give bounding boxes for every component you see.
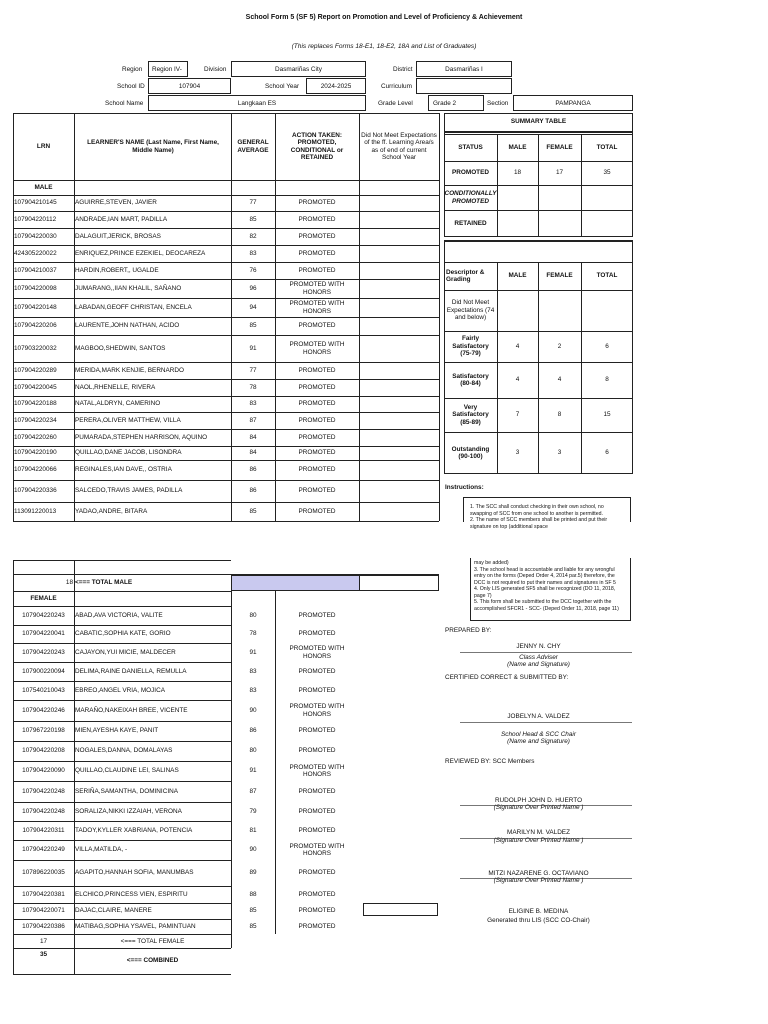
cochair-note: Generated thru LIS (SCC CO-Chair)	[487, 917, 590, 924]
grading-total	[581, 290, 633, 331]
district-value: Dasmariñas I	[445, 66, 483, 73]
grading-descriptor: Satisfactory (80-84)	[452, 372, 489, 387]
summary-total	[581, 210, 633, 237]
cell-action: PROMOTED	[298, 232, 336, 240]
cell-action: PROMOTED	[298, 826, 336, 834]
combined-count: 35	[39, 951, 48, 959]
school-year-field	[306, 78, 366, 94]
cell-lrn: 107904220243	[22, 611, 65, 619]
cell-name: MIEN,AYESHA KAYE, PANIT	[75, 727, 159, 735]
member1-name: RUDOLPH JOHN D. HUERTO	[494, 797, 583, 804]
cell-action: PROMOTED WITH HONORS	[289, 842, 345, 857]
cell-avg: 85	[249, 322, 257, 330]
cell-avg: 86	[249, 466, 257, 474]
cell-avg: 90	[249, 706, 257, 714]
grading-female: 2	[557, 342, 562, 350]
cell-lrn: 107904220289	[14, 366, 57, 374]
cell-lrn: 107904220246	[22, 706, 65, 714]
cell-lrn: 107904220188	[14, 400, 57, 408]
member3-name: MITZI NAZARENE G. OCTAVIANO	[488, 870, 589, 877]
cell-avg: 85	[249, 907, 257, 915]
cell-avg: 94	[249, 303, 257, 311]
summary-col-male: MALE	[508, 143, 527, 151]
cell-avg: 85	[249, 507, 257, 515]
cochair-name: ELIGINE B. MEDINA	[508, 908, 569, 915]
school-name-field	[148, 95, 366, 111]
cell-name: MATIBAG,SOPHIA YSAVEL, PAMINTUAN	[75, 922, 196, 930]
grading-female: 4	[557, 376, 562, 384]
cell-avg: 79	[249, 807, 257, 815]
cell-name: SALCEDO,TRAVIS JAMES, PADILLA	[75, 487, 183, 495]
cell-name: JUMARANG,,IIAN KHALIL, SAÑANO	[75, 284, 182, 292]
grading-female: 3	[557, 449, 562, 457]
cell-lrn: 107903220032	[14, 344, 57, 352]
cell-avg: 78	[249, 383, 257, 391]
cell-name: HARDIN,ROBERT,, UGALDE	[75, 266, 159, 274]
total-male-count: 18	[65, 579, 73, 587]
school-id-field	[148, 78, 231, 94]
member2-name: MARILYN M. VALDEZ	[507, 829, 570, 836]
summary-col-status: STATUS	[458, 143, 483, 151]
cell-name: ELCHICO,PRINCESS VIEN, ESPIRITU	[75, 890, 188, 898]
total-male-dnme-cell	[359, 575, 439, 591]
cell-name: DALAGUIT,JERICK, BROSAS	[75, 232, 161, 240]
cell-lrn: 107904220030	[14, 232, 57, 240]
cell-avg: 91	[249, 344, 257, 352]
cell-lrn: 107904220249	[22, 846, 65, 854]
instructions-box-top	[463, 497, 631, 530]
cell-avg: 80	[249, 611, 257, 619]
cell-action: PROMOTED	[298, 266, 336, 274]
region-label: Region	[122, 66, 143, 73]
grading-col-male: MALE	[508, 272, 527, 280]
grading-descriptor: Fairly Satisfactory (75-79)	[452, 335, 489, 358]
grading-descriptor: Did Not Meet Expectations (74 and below)	[446, 299, 495, 322]
curriculum-label: Curriculum	[381, 83, 412, 90]
summary-status: RETAINED	[454, 219, 487, 227]
school-name-value: Langkaan ES	[237, 100, 277, 107]
cell-action: PROMOTED	[298, 487, 336, 495]
cell-name: REGINALES,IAN DAVE,, OSTRIA	[75, 466, 172, 474]
district-field	[416, 61, 512, 77]
cell-avg: 91	[249, 767, 257, 775]
summary-male	[497, 210, 538, 237]
cell-avg: 83	[249, 686, 257, 694]
cell-name: LAURENTE,JOHN NATHAN, ACIDO	[75, 322, 180, 330]
cell-avg: 88	[249, 890, 257, 898]
cell-action: PROMOTED	[298, 922, 336, 930]
cell-name: AGUIRRE,STEVEN, JAVIER	[75, 199, 157, 207]
cell-lrn: 107904220090	[22, 767, 65, 775]
reviewed-label: REVIEWED BY: SCC Members	[445, 758, 535, 765]
cell-lrn: 107904220098	[14, 284, 57, 292]
summary-title: SUMMARY TABLE	[510, 118, 567, 126]
section-field	[513, 95, 633, 111]
combined-label: <=== COMBINED	[126, 957, 179, 965]
cell-avg: 90	[249, 846, 257, 854]
member1-note: (Signature Over Printed Name )	[493, 804, 584, 811]
region-field	[148, 61, 188, 77]
form-title: School Form 5 (SF 5) Report on Promotion and Level of Proficiency & Achievement	[245, 14, 523, 21]
cell-name: SORALIZA,NIKKI IZZAIAH, VERONA	[75, 807, 182, 815]
cell-lrn: 107904220206	[14, 322, 57, 330]
cell-action: PROMOTED	[298, 787, 336, 795]
cell-name: TADOY,KYLLER XABRIANA, POTENCIA	[75, 826, 193, 834]
cell-lrn: 107904210037	[14, 266, 57, 274]
cell-lrn: 107904220381	[22, 890, 65, 898]
form-subtitle: (This replaces Forms 18-E1, 18-E2, 18A and List of Graduates)	[291, 43, 477, 50]
cell-action: PROMOTED	[298, 416, 336, 424]
cell-name: YADAO,ANDRE, BITARA	[75, 507, 148, 515]
col-header-average: GENERAL AVERAGE	[237, 139, 269, 154]
cell-avg: 89	[249, 869, 257, 877]
grading-female: 8	[557, 411, 562, 419]
cell-action: PROMOTED	[298, 466, 336, 474]
cell-name: QUILLAO,CLAUDINE LEI, SALINAS	[75, 767, 179, 775]
cell-action: PROMOTED	[298, 869, 336, 877]
cell-name: NATAL,ALDRYN, CAMERINO	[75, 400, 161, 408]
cell-lrn: 107904220234	[14, 416, 57, 424]
grading-col-female: FEMALE	[546, 272, 573, 280]
cell-avg: 82	[249, 232, 257, 240]
cell-action: PROMOTED	[298, 907, 336, 915]
cell-name: PUMARADA,STEPHEN HARRISON, AQUINO	[75, 433, 208, 441]
cell-name: MERIDA,MARK KENJIE, BERNARDO	[75, 366, 185, 374]
cell-action: PROMOTED	[298, 400, 336, 408]
cell-action: PROMOTED WITH HONORS	[289, 300, 345, 315]
cell-avg: 85	[249, 922, 257, 930]
female-section-label: FEMALE	[30, 594, 57, 602]
cell-avg: 91	[249, 648, 257, 656]
summary-total	[581, 185, 633, 210]
cell-name: ENRIQUEZ,PRINCE EZEKIEL, DEOCAREZA	[75, 249, 206, 257]
cell-avg: 83	[249, 400, 257, 408]
total-male-label: <=== TOTAL MALE	[75, 579, 133, 587]
cell-lrn: 107900220094	[22, 667, 65, 675]
summary-female: 17	[555, 169, 564, 177]
adviser-name: JENNY N. CHY	[516, 643, 561, 650]
curriculum-field	[416, 78, 512, 94]
col-header-dnme: Did Not Meet Expectations of the ff. Learning Area/s as of end of current School Year	[361, 131, 437, 161]
cell-action: PROMOTED	[298, 507, 336, 515]
cell-avg: 83	[249, 667, 257, 675]
cell-avg: 77	[249, 199, 257, 207]
cell-action: PROMOTED WITH HONORS	[289, 763, 345, 778]
grade-level-value: Grade 2	[433, 100, 457, 107]
cell-action: PROMOTED WITH HONORS	[289, 645, 345, 660]
cell-avg: 81	[249, 826, 257, 834]
instructions-text-bottom: may be added) 3. The school head is accountable and liable for any wrongful entry on the forms (Deped Order 4, 2014 par.5) therefore, the DCC is not required to put their names and signatures in SF 5 4. Only LIS generated SF5 shall be recognized (DO 11, 2018, page 7) 5. This form shall be submitted to the DCC together with the accomplished SFCR1 - SCC- (Deped Order 11, 2018, page 11)	[474, 560, 619, 612]
cell-avg: 87	[249, 787, 257, 795]
summary-female	[538, 185, 581, 210]
cell-avg: 84	[249, 449, 257, 457]
cell-name: PERERA,OLIVER MATTHEW, VILLA	[75, 416, 181, 424]
cell-name: MAGBOO,SHEDWIN, SANTOS	[75, 344, 166, 352]
instructions-label: Instructions:	[445, 484, 484, 491]
grading-total: 8	[605, 376, 609, 384]
school-id-value: 107904	[178, 83, 201, 90]
cell-name: EBREO,ANGEL VRIA, MOJICA	[75, 686, 165, 694]
cell-action: PROMOTED	[298, 383, 336, 391]
grading-total: 15	[603, 411, 611, 419]
summary-col-total: TOTAL	[596, 143, 618, 151]
cell-name: QUILLAO,DANE JACOB, LISONDRA	[75, 449, 182, 457]
cell-name: ANDRADE,IAN MART, PADILLA	[75, 215, 168, 223]
member3-note: (Signature Over Printed Name )	[493, 877, 584, 884]
grading-col-descriptor: Descriptor & Grading	[446, 268, 485, 283]
summary-total: 35	[603, 169, 611, 177]
cell-lrn: 107967220198	[22, 727, 65, 735]
district-label: District	[393, 66, 413, 73]
cell-lrn: 107904210145	[14, 199, 57, 207]
cell-action: PROMOTED WITH HONORS	[289, 703, 345, 718]
summary-male: 18	[513, 169, 522, 177]
cell-name: VILLA,MATILDA, -	[75, 846, 128, 854]
cell-avg: 87	[249, 416, 257, 424]
member2-note: (Signature Over Printed Name )	[493, 837, 584, 844]
cell-lrn: 107904220248	[22, 787, 65, 795]
school-year-value: 2024-2025	[320, 83, 352, 90]
cell-name: LABADAN,GEOFF CHRISTAN, ENCELA	[75, 303, 192, 311]
cell-action: PROMOTED WITH HONORS	[289, 341, 345, 356]
section-label: Section	[487, 100, 509, 107]
total-female-label: <=== TOTAL FEMALE	[120, 937, 185, 945]
summary-male	[497, 185, 538, 210]
head-name: JOBELYN A. VALDEZ	[507, 713, 570, 720]
cell-lrn: 424305220022	[14, 249, 57, 257]
certified-label: CERTIFIED CORRECT & SUBMITTED BY:	[445, 674, 569, 681]
cell-avg: 80	[249, 747, 257, 755]
grading-male: 4	[515, 376, 520, 384]
cell-avg: 86	[249, 727, 257, 735]
column-divider	[275, 591, 276, 934]
cell-lrn: 107540210043	[22, 686, 65, 694]
grading-total: 6	[605, 449, 609, 457]
summary-female	[538, 210, 581, 237]
school-name-label: School Name	[105, 100, 144, 107]
adviser-sig-note: (Name and Signature)	[507, 661, 570, 668]
cell-action: PROMOTED	[298, 449, 336, 457]
instructions-box-bottom	[470, 558, 631, 621]
grading-col-total: TOTAL	[596, 272, 618, 280]
cell-avg: 96	[249, 284, 257, 292]
male-section-label: MALE	[34, 183, 53, 191]
cell-action: PROMOTED WITH HONORS	[289, 281, 345, 296]
cell-action: PROMOTED	[298, 249, 336, 257]
grading-total: 6	[605, 342, 609, 350]
cell-lrn: 107904220112	[14, 215, 57, 223]
cell-action: PROMOTED	[298, 215, 336, 223]
grading-descriptor: Very Satisfactory (85-89)	[452, 403, 489, 426]
grade-level-field	[428, 95, 484, 111]
cell-action: PROMOTED	[298, 630, 336, 638]
cell-lrn: 107904220248	[22, 807, 65, 815]
cell-action: PROMOTED	[298, 890, 336, 898]
cell-lrn: 107904220071	[22, 907, 65, 915]
cell-action: PROMOTED	[298, 667, 336, 675]
region-value: Region IV-	[152, 66, 182, 73]
prepared-by-label: PREPARED BY:	[445, 627, 492, 634]
cell-name: DAJAC,CLAIRE, MANERE	[75, 907, 152, 915]
grading-male	[497, 290, 538, 331]
total-male-shade	[231, 575, 360, 591]
grade-level-label: Grade Level	[378, 100, 413, 107]
cell-lrn: 107904220260	[14, 433, 57, 441]
cell-action: PROMOTED	[298, 366, 336, 374]
grading-male: 7	[515, 411, 520, 419]
cell-lrn: 107904220066	[14, 466, 57, 474]
empty-cell	[363, 903, 438, 916]
grading-descriptor: Outstanding (90-100)	[451, 445, 490, 460]
cell-name: AGAPITO,HANNAH SOFIA, MANUMBAS	[75, 869, 194, 877]
cell-lrn: 107904220148	[14, 303, 57, 311]
cell-name: SERIÑA,SAMANTHA, DOMINICINA	[75, 787, 178, 795]
division-field	[231, 61, 366, 77]
cell-avg: 77	[249, 366, 257, 374]
division-value: Dasmariñas City	[275, 66, 322, 73]
division-label: Division	[204, 66, 227, 73]
cell-lrn: 107904220190	[14, 449, 57, 457]
grading-male: 3	[515, 449, 520, 457]
school-year-label: School Year	[265, 83, 300, 90]
cell-action: PROMOTED	[298, 807, 336, 815]
cell-avg: 86	[249, 487, 257, 495]
cell-avg: 78	[249, 630, 257, 638]
cell-lrn: 107896220035	[22, 869, 65, 877]
grading-male: 4	[515, 342, 520, 350]
col-header-action: ACTION TAKEN: PROMOTED, CONDITIONAL or RETAINED	[290, 131, 344, 161]
cell-lrn: 107904220386	[22, 922, 65, 930]
cell-lrn: 107904220208	[22, 747, 65, 755]
instructions-text-top: 1. The SCC shall conduct checking in their own school, no swapping of SCC from one school to another is permitted. 2. The name of SCC members shall be printed and put their signature on top (additional space	[470, 504, 608, 530]
cell-name: NAOL,RHENELLE, RIVERA	[75, 383, 156, 391]
cell-lrn: 113091220013	[14, 507, 57, 515]
cell-name: DELIMA,RAINE DANIELLA, REMULLA	[75, 667, 187, 675]
cell-lrn: 107904220041	[22, 630, 65, 638]
cell-action: PROMOTED	[298, 686, 336, 694]
cell-lrn: 107904220045	[14, 383, 57, 391]
head-sig-note: (Name and Signature)	[507, 738, 570, 745]
cell-name: ABAD,AVA VICTORIA, VALITE	[75, 611, 163, 619]
adviser-role: Class Adviser	[519, 654, 558, 661]
cell-action: PROMOTED	[298, 611, 336, 619]
summary-status: PROMOTED	[452, 169, 489, 177]
cell-name: CAJAYON,YUI MICIE, MALDECER	[75, 648, 176, 656]
cell-action: PROMOTED	[298, 747, 336, 755]
cell-lrn: 107904220243	[22, 648, 65, 656]
section-value: PAMPANGA	[555, 100, 591, 107]
cell-action: PROMOTED	[298, 322, 336, 330]
summary-status: CONDITIONALLY PROMOTED	[444, 190, 497, 205]
cell-name: CABATIC,SOPHIA KATE, GORIO	[75, 630, 171, 638]
school-id-label: School ID	[117, 83, 145, 90]
cell-lrn: 107904220311	[22, 826, 65, 834]
grading-female	[538, 290, 581, 331]
head-role: School Head & SCC Chair	[501, 731, 576, 738]
cell-avg: 83	[249, 249, 257, 257]
cell-action: PROMOTED	[298, 727, 336, 735]
cell-avg: 84	[249, 433, 257, 441]
cell-action: PROMOTED	[298, 433, 336, 441]
cell-name: MARAÑO,NAKEIXAH BREE, VICENTE	[75, 706, 188, 714]
total-female-count: 17	[39, 937, 48, 945]
cell-name: NOGALES,DANNA, DOMALAYAS	[75, 747, 173, 755]
col-header-name: LEARNER'S NAME (Last Name, First Name, Middle Name)	[87, 139, 219, 154]
cell-avg: 85	[249, 215, 257, 223]
cell-action: PROMOTED	[298, 199, 336, 207]
cell-lrn: 107904220336	[14, 487, 57, 495]
col-header-lrn: LRN	[36, 142, 51, 150]
row-divider	[13, 521, 439, 522]
summary-col-female: FEMALE	[546, 143, 573, 151]
cell-avg: 76	[249, 266, 257, 274]
